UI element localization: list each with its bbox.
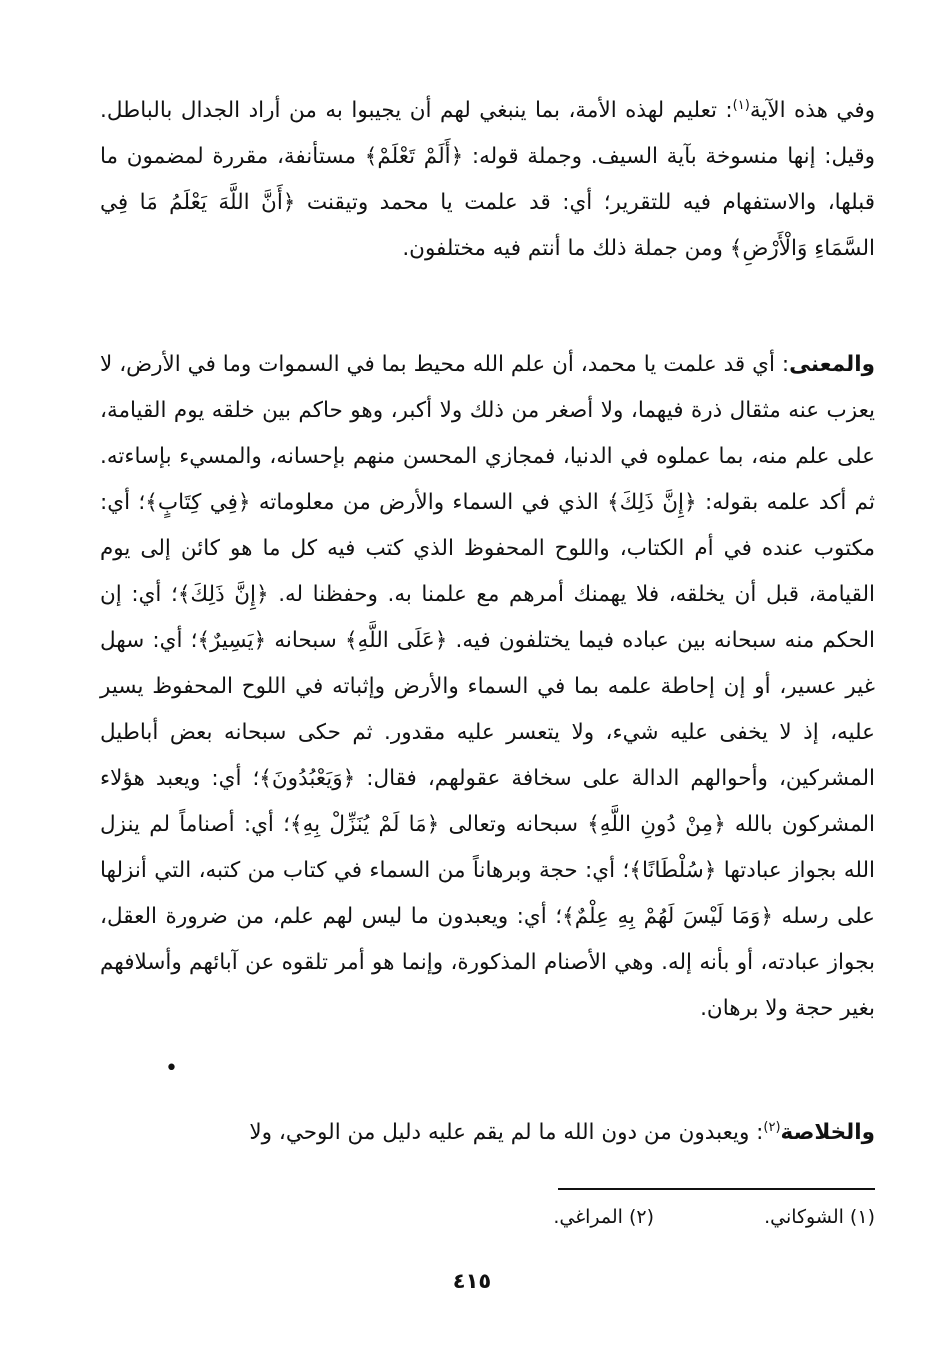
quran-verse: ﴿إِنَّ ذَلِكَ﴾ (177, 582, 269, 607)
paragraph-2-text: سبحانه (266, 628, 345, 653)
paragraph-2-text: سبحانه وتعالى (439, 812, 588, 837)
quran-verse: ﴿عَلَى اللَّهِ﴾ (344, 628, 448, 653)
paragraph-3-body: : ويعبدون من دون الله ما لم يقم عليه دليل من الوحي، ولا (249, 1120, 764, 1145)
paragraph-1-lead: وفي هذه الآية (749, 98, 875, 123)
paragraph-1 (100, 88, 875, 272)
quran-verse: ﴿وَيَعْبُدُونَ﴾ (259, 766, 356, 791)
quran-verse: ﴿وَمَا لَيْسَ لَهُمْ بِهِ عِلْمٌ﴾ (562, 904, 773, 929)
paragraph-2-text: ؛ أي: إن الحكم منه سبحانه بين عباده فيما يختلفون فيه. (100, 582, 875, 653)
footnotes (275, 1200, 875, 1234)
paragraph-1-body-2: مستأنفة، مقررة لمضمون ما قبلها، والاستفهام فيه للتقرير؛ أي: قد علمت يا محمد وتيقنت (100, 144, 875, 215)
paragraph-1-body: : تعليم لهذه الأمة، بما ينبغي لهم أن يجيبوا به من أراد الجدال بالباطل. وقيل: إنها منسوخة بآية السيف. وجملة قوله: (100, 98, 875, 169)
page-number: ٤١٥ (452, 1269, 492, 1293)
footnote-1: (١) الشوكاني. (764, 1206, 875, 1228)
paragraph-2-text: ؛ أي: سهل غير عسير، أو إن إحاطة علمه بما في السماء والأرض وإثباته في اللوح المحفوظ يسير عليه، إذ لا يخفى عليه شيء، ولا يتعسر عليه مقدور. ثم حكى سبحانه بعض أباطيل المشركين، وأحوالهم الدالة على سخافة عقولهم، فقال: (100, 628, 875, 791)
quran-verse: ﴿مَا لَمْ يُنَزِّلْ بِهِ﴾ (289, 812, 440, 837)
section-heading-meaning: والمعنى (789, 352, 875, 377)
section-heading-summary: والخلاصة (780, 1120, 875, 1145)
end-mark: • (165, 1056, 178, 1081)
quran-verse: ﴿مِنْ دُونِ اللَّهِ﴾ (587, 812, 726, 837)
paragraph-2-text: : أي قد علمت يا محمد، أن علم الله محيط بما في السموات وما في الأرض، لا يعزب عنه مثقال ذرة فيهما، ولا أصغر من ذلك ولا أكبر، وهو حاكم بين خلقه يوم القيامة، على علم منه، بما عملوه في الدنيا، فمجازي المحسن منهم بإحسانه، والمسيء بإساءته. ثم أكد علمه بقوله: (100, 352, 875, 515)
paragraph-2-text: ؛ أي: حجة وبرهاناً من السماء في كتاب من كتبه، التي أنزلها على رسله (100, 858, 876, 929)
footnote-divider (558, 1188, 875, 1190)
quran-verse: ﴿إِنَّ ذَلِكَ﴾ (607, 490, 697, 515)
paragraph-2-text: ؛ أي: ويعبد هؤلاء المشركون بالله (100, 766, 875, 837)
paragraph-2-text: ؛ أي: مكتوب عنده في أم الكتاب، واللوح المحفوظ الذي كتب فيه كل ما هو كائن إلى يوم القيامة، قبل أن يخلقه، فلا يهمنك أمرهم مع علمنا به. وحفظنا له. (100, 490, 876, 607)
paragraph-2-text: ؛ أي: ويعبدون ما ليس لهم علم، من ضرورة العقل، بجواز عبادته، أو بأنه إله. وهي الأصنام المذكورة، وإنما هو أمر تلقوه عن آبائهم وأسلافهم بغير حجة ولا برهان. (100, 904, 875, 1021)
footnote-2: (٢) المراغي. (553, 1206, 655, 1228)
quran-verse: ﴿يَسِيرٌ﴾ (197, 628, 267, 653)
footnote-ref-1[interactable]: (١) (732, 97, 750, 113)
paragraph-2-text: ؛ أي: أصناماً لم ينزل الله بجواز عبادتها (100, 812, 875, 883)
quran-verse: ﴿فِي كِتَابٍ﴾ (145, 490, 251, 515)
quran-verse: ﴿أَنَّ اللَّهَ يَعْلَمُ مَا فِي السَّمَاءِ وَالْأَرْضِ﴾ (100, 190, 875, 261)
paragraph-1-body-3: ومن جملة ذلك ما أنتم فيه مختلفون. (402, 236, 730, 261)
paragraph-2 (100, 342, 875, 1032)
footnote-ref-2[interactable]: (٢) (763, 1119, 781, 1135)
paragraph-2-text: الذي في السماء والأرض من معلوماته (250, 490, 608, 515)
quran-verse: ﴿سُلْطَانًا﴾ (629, 858, 717, 883)
quran-verse: ﴿أَلَمْ تَعْلَمْ﴾ (364, 144, 464, 169)
paragraph-3 (100, 1110, 875, 1156)
